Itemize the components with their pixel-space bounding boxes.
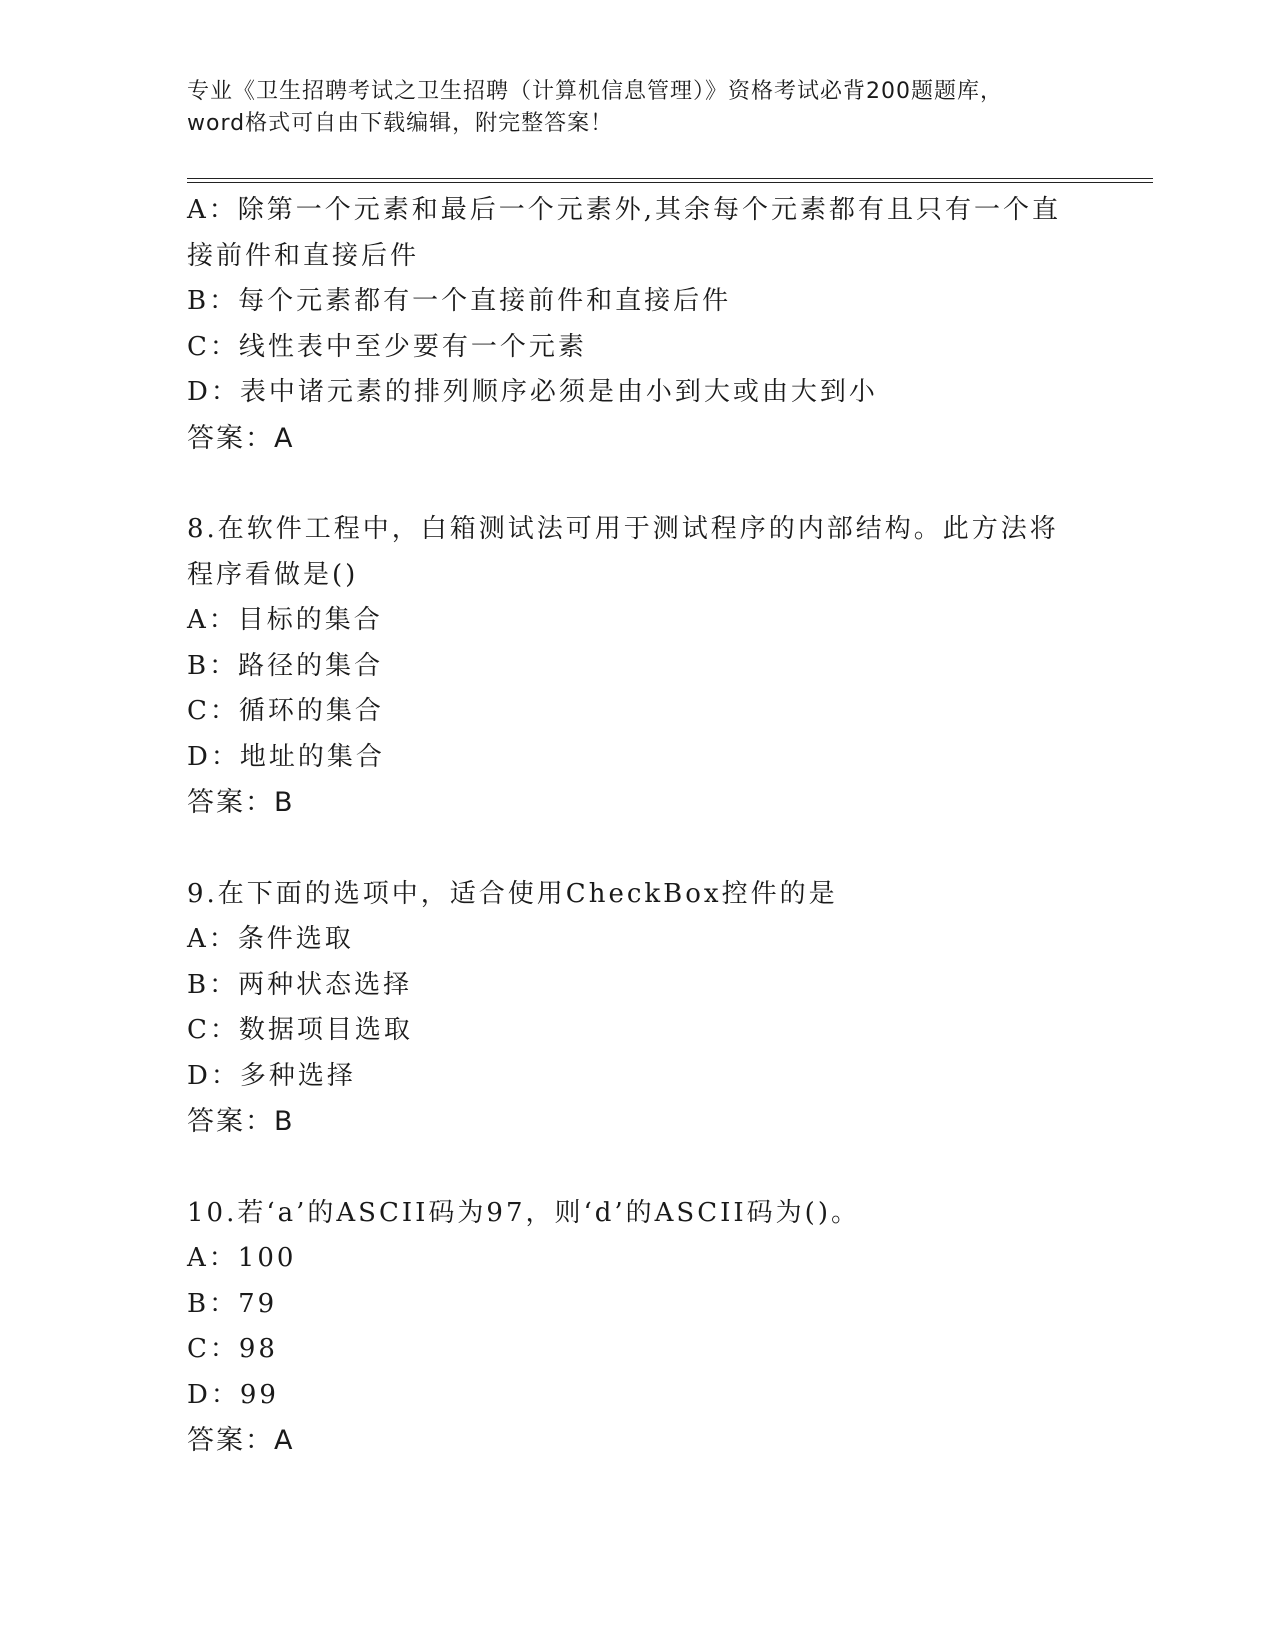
document-header [187, 76, 1087, 140]
answer: 答案：B [187, 787, 295, 818]
question-9 [187, 872, 1067, 1145]
option-c: C：线性表中至少要有一个元素 [187, 331, 587, 362]
question-spacer [187, 826, 1067, 872]
answer: 答案：A [187, 422, 295, 454]
option-b: B：两种状态选择 [187, 969, 413, 1000]
option-d: D：地址的集合 [187, 741, 385, 772]
option-c: C：循环的集合 [187, 696, 384, 726]
question-spacer [187, 1145, 1067, 1191]
question-stem-line-1: 8.在软件工程中，白箱测试法可用于测试程序的内部结构。此方法将 [187, 514, 1059, 544]
option-d: D：多种选择 [187, 1060, 356, 1091]
question-spacer [187, 461, 1067, 507]
option-d: D：表中诸元素的排列顺序必须是由小到大或由大到小 [187, 377, 878, 407]
header-line-1: 专业《卫生招聘考试之卫生招聘（计算机信息管理）》资格考试必背200题题库， [187, 79, 1003, 104]
answer: 答案：B [187, 1106, 295, 1137]
question-10 [187, 1191, 1067, 1464]
question-stem-line-2: 程序看做是() [187, 559, 359, 590]
option-a: A：条件选取 [187, 924, 354, 954]
option-c: C：98 [187, 1334, 278, 1364]
answer: 答案：A [187, 1425, 295, 1456]
question-7 [187, 188, 1067, 461]
header-line-2: word格式可自由下载编辑，附完整答案！ [187, 111, 614, 136]
option-a: A：100 [187, 1243, 297, 1273]
header-divider-bottom [187, 182, 1153, 183]
option-b: B：79 [187, 1288, 278, 1319]
header-divider-top [187, 178, 1153, 179]
option-b: B：每个元素都有一个直接前件和直接后件 [187, 286, 732, 316]
option-a: A：目标的集合 [187, 605, 383, 635]
question-list [187, 188, 1067, 1464]
option-d: D：99 [187, 1379, 279, 1410]
option-b: B：路径的集合 [187, 650, 384, 681]
option-a-line-2: 接前件和直接后件 [187, 240, 420, 271]
option-a-line-1: A：除第一个元素和最后一个元素外,其余每个元素都有且只有一个直 [187, 195, 1062, 225]
question-8 [187, 507, 1067, 826]
question-stem: 10.若‘a’的ASCII码为97，则‘d’的ASCII码为()。 [187, 1197, 860, 1228]
option-c: C：数据项目选取 [187, 1015, 413, 1045]
question-stem: 9.在下面的选项中，适合使用CheckBox控件的是 [187, 878, 838, 909]
